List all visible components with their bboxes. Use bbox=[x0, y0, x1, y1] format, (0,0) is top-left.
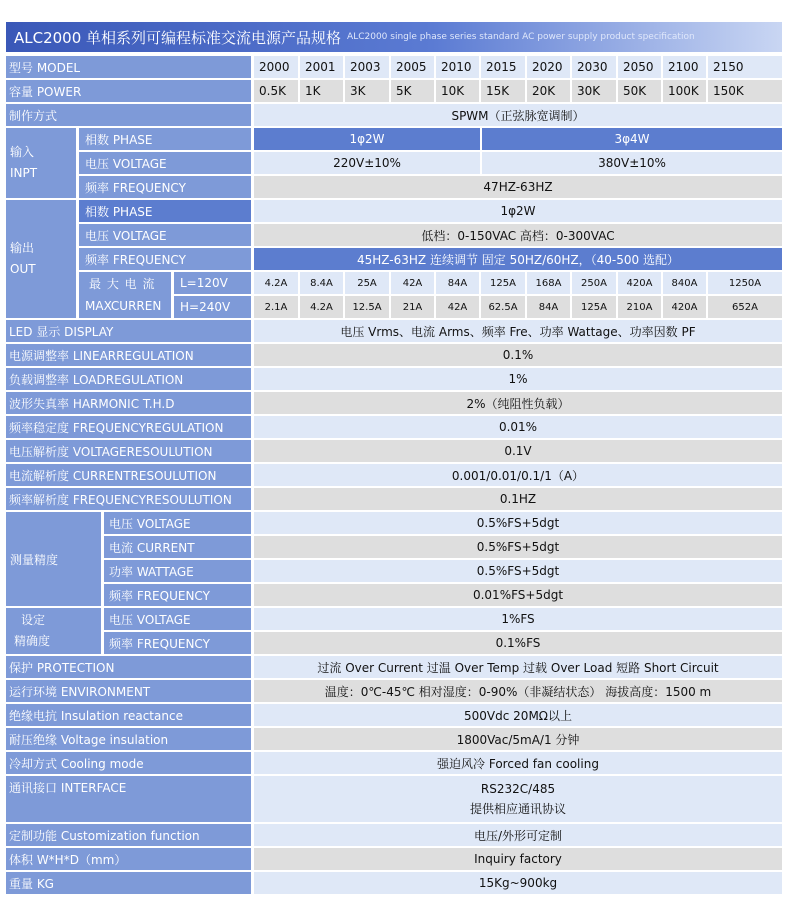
input-voltage-three: 380V±10% bbox=[482, 152, 782, 174]
power-label: 容量 POWER bbox=[6, 80, 251, 102]
model-value: 2003 bbox=[345, 56, 389, 78]
interface-line-2: 提供相应通讯协议 bbox=[469, 802, 566, 816]
measure-row bbox=[6, 536, 782, 558]
spec-value: Inquiry factory bbox=[254, 848, 782, 870]
current-h-value: 210A bbox=[618, 296, 661, 318]
current-l-value: 125A bbox=[481, 272, 525, 294]
measure-label: 频率 FREQUENCY bbox=[104, 584, 251, 606]
power-value: 150K bbox=[708, 80, 782, 102]
input-phase-label: 相数 PHASE bbox=[79, 128, 251, 150]
page-subtitle: ALC2000 single phase series standard AC power supply product specification bbox=[347, 32, 695, 42]
output-frequency-label: 频率 FREQUENCY bbox=[79, 248, 251, 270]
title-bar bbox=[6, 22, 782, 52]
input-phase-single: 1φ2W bbox=[254, 128, 480, 150]
current-h-value: 4.2A bbox=[300, 296, 343, 318]
input-voltage-label: 电压 VOLTAGE bbox=[79, 152, 251, 174]
power-value: 3K bbox=[345, 80, 389, 102]
spec-value: 0.001/0.01/0.1/1（A） bbox=[254, 464, 782, 486]
current-l-value: 840A bbox=[663, 272, 706, 294]
current-h-row bbox=[6, 296, 782, 318]
setting-group-label-2: 精确度 bbox=[14, 634, 51, 648]
current-h-label: H=240V bbox=[174, 296, 251, 318]
input-voltage-single: 220V±10% bbox=[254, 152, 480, 174]
input-phase-row bbox=[6, 128, 782, 150]
max-current-label-en: MAXCURREN bbox=[85, 299, 162, 313]
spec-label: 波形失真率 HARMONIC T.H.D bbox=[6, 392, 251, 414]
spec-value: 0.1% bbox=[254, 344, 782, 366]
current-l-value: 250A bbox=[572, 272, 616, 294]
measure-row bbox=[6, 512, 782, 534]
spec-row bbox=[6, 344, 782, 366]
spec-row bbox=[6, 656, 782, 678]
spec-value: 0.1V bbox=[254, 440, 782, 462]
spec-row bbox=[6, 728, 782, 750]
spec-value: 15Kg~900kg bbox=[254, 872, 782, 894]
interface-label: 通讯接口 INTERFACE bbox=[6, 776, 251, 822]
spec-value: 电压 Vrms、电流 Arms、频率 Fre、功率 Wattage、功率因数 PF bbox=[254, 320, 782, 342]
model-value: 2020 bbox=[527, 56, 570, 78]
spec-row bbox=[6, 488, 782, 510]
model-value: 2005 bbox=[391, 56, 434, 78]
spec-row bbox=[6, 464, 782, 486]
power-value: 20K bbox=[527, 80, 570, 102]
measure-value: 0.5%FS+5dgt bbox=[254, 512, 782, 534]
setting-group-label-1: 设定 bbox=[21, 613, 46, 627]
measure-row bbox=[6, 584, 782, 606]
output-frequency-row bbox=[6, 248, 782, 270]
output-voltage-value: 低档：0-150VAC 高档：0-300VAC bbox=[254, 224, 782, 246]
spec-label: 电压解析度 VOLTAGERESOULUTION bbox=[6, 440, 251, 462]
spec-row bbox=[6, 848, 782, 870]
spec-value: 500Vdc 20MΩ以上 bbox=[254, 704, 782, 726]
interface-value bbox=[254, 776, 782, 822]
model-value: 2030 bbox=[572, 56, 616, 78]
interface-line-1: RS232C/485 bbox=[480, 782, 556, 796]
current-h-value: 2.1A bbox=[254, 296, 298, 318]
current-l-value: 8.4A bbox=[300, 272, 343, 294]
current-h-value: 84A bbox=[527, 296, 570, 318]
spec-label: 重量 KG bbox=[6, 872, 251, 894]
current-h-value: 21A bbox=[391, 296, 434, 318]
output-phase-value: 1φ2W bbox=[254, 200, 782, 222]
setting-value: 0.1%FS bbox=[254, 632, 782, 654]
spec-row bbox=[6, 704, 782, 726]
power-value: 1K bbox=[300, 80, 343, 102]
spec-label: 保护 PROTECTION bbox=[6, 656, 251, 678]
current-l-value: 42A bbox=[391, 272, 434, 294]
spec-row bbox=[6, 368, 782, 390]
measure-label: 电流 CURRENT bbox=[104, 536, 251, 558]
spec-value: 强迫风冷 Forced fan cooling bbox=[254, 752, 782, 774]
spec-label: 运行环境 ENVIRONMENT bbox=[6, 680, 251, 702]
input-group-label-en: INPT bbox=[10, 166, 38, 180]
spec-value: 2%（纯阻性负载） bbox=[254, 392, 782, 414]
current-h-value: 652A bbox=[708, 296, 782, 318]
max-current-label-cn: 最 大 电 流 bbox=[89, 277, 156, 291]
method-label: 制作方式 bbox=[6, 104, 251, 126]
output-phase-label: 相数 PHASE bbox=[79, 200, 251, 222]
output-group-label-cn: 输出 bbox=[10, 241, 35, 255]
spec-label: 体积 W*H*D（mm） bbox=[6, 848, 251, 870]
spec-value: 1% bbox=[254, 368, 782, 390]
output-voltage-row bbox=[6, 224, 782, 246]
method-value: SPWM（正弦脉宽调制） bbox=[254, 104, 782, 126]
spec-row bbox=[6, 416, 782, 438]
model-value: 2000 bbox=[254, 56, 298, 78]
spec-label: 电流解析度 CURRENTRESOULUTION bbox=[6, 464, 251, 486]
spec-label: 冷却方式 Cooling mode bbox=[6, 752, 251, 774]
method-row bbox=[6, 104, 782, 126]
page-title: ALC2000 单相系列可编程标准交流电源产品规格 bbox=[14, 28, 342, 47]
spec-row bbox=[6, 392, 782, 414]
input-frequency-label: 频率 FREQUENCY bbox=[79, 176, 251, 198]
output-group-label-en: OUT bbox=[10, 262, 36, 276]
spec-label: 绝缘电抗 Insulation reactance bbox=[6, 704, 251, 726]
power-value: 0.5K bbox=[254, 80, 298, 102]
spec-row bbox=[6, 680, 782, 702]
spec-row bbox=[6, 872, 782, 894]
model-value: 2150 bbox=[708, 56, 782, 78]
current-h-value: 12.5A bbox=[345, 296, 389, 318]
input-frequency-value: 47HZ-63HZ bbox=[254, 176, 782, 198]
spec-label: LED 显示 DISPLAY bbox=[6, 320, 251, 342]
model-value: 2100 bbox=[663, 56, 706, 78]
spec-row bbox=[6, 320, 782, 342]
spec-label: 耐压绝缘 Voltage insulation bbox=[6, 728, 251, 750]
spec-label: 频率稳定度 FREQUENCYREGULATION bbox=[6, 416, 251, 438]
input-frequency-row bbox=[6, 176, 782, 198]
power-row bbox=[6, 80, 782, 102]
current-l-label: L=120V bbox=[174, 272, 251, 294]
current-h-value: 62.5A bbox=[481, 296, 525, 318]
model-value: 2015 bbox=[481, 56, 525, 78]
spec-label: 负载调整率 LOADREGULATION bbox=[6, 368, 251, 390]
spec-value: 0.1HZ bbox=[254, 488, 782, 510]
spec-label: 频率解析度 FREQUENCYRESOULUTION bbox=[6, 488, 251, 510]
spec-value: 0.01% bbox=[254, 416, 782, 438]
spec-value: 1800Vac/5mA/1 分钟 bbox=[254, 728, 782, 750]
current-l-value: 168A bbox=[527, 272, 570, 294]
current-h-value: 125A bbox=[572, 296, 616, 318]
model-row bbox=[6, 56, 782, 78]
measure-label: 电压 VOLTAGE bbox=[104, 512, 251, 534]
model-value: 2010 bbox=[436, 56, 479, 78]
measure-row bbox=[6, 560, 782, 582]
input-group-label-cn: 输入 bbox=[10, 145, 35, 159]
power-value: 100K bbox=[663, 80, 706, 102]
output-frequency-value: 45HZ-63HZ 连续调节 固定 50HZ/60HZ，（40-500 选配） bbox=[254, 248, 782, 270]
measure-value: 0.01%FS+5dgt bbox=[254, 584, 782, 606]
spec-label: 电源调整率 LINEARREGULATION bbox=[6, 344, 251, 366]
model-value: 2050 bbox=[618, 56, 661, 78]
power-value: 15K bbox=[481, 80, 525, 102]
setting-label: 频率 FREQUENCY bbox=[104, 632, 251, 654]
current-l-value: 84A bbox=[436, 272, 479, 294]
interface-row bbox=[6, 776, 782, 822]
spec-row bbox=[6, 752, 782, 774]
measure-value: 0.5%FS+5dgt bbox=[254, 536, 782, 558]
measure-group-text: 测量精度 bbox=[10, 552, 59, 567]
current-h-value: 420A bbox=[663, 296, 706, 318]
setting-value: 1%FS bbox=[254, 608, 782, 630]
output-phase-row bbox=[6, 200, 782, 222]
spec-row bbox=[6, 440, 782, 462]
power-value: 30K bbox=[572, 80, 616, 102]
model-label: 型号 MODEL bbox=[6, 56, 251, 78]
current-l-value: 25A bbox=[345, 272, 389, 294]
measure-label: 功率 WATTAGE bbox=[104, 560, 251, 582]
current-h-value: 42A bbox=[436, 296, 479, 318]
current-l-value: 420A bbox=[618, 272, 661, 294]
power-value: 50K bbox=[618, 80, 661, 102]
setting-row bbox=[6, 608, 782, 630]
setting-label: 电压 VOLTAGE bbox=[104, 608, 251, 630]
current-l-value: 1250A bbox=[708, 272, 782, 294]
power-value: 5K bbox=[391, 80, 434, 102]
spec-value: 温度：0℃-45℃ 相对湿度：0-90%（非凝结状态） 海拔高度：1500 m bbox=[254, 680, 782, 702]
input-voltage-row bbox=[6, 152, 782, 174]
setting-row bbox=[6, 632, 782, 654]
spec-row bbox=[6, 824, 782, 846]
output-voltage-label: 电压 VOLTAGE bbox=[79, 224, 251, 246]
current-l-value: 4.2A bbox=[254, 272, 298, 294]
spec-value: 过流 Over Current 过温 Over Temp 过载 Over Load 短路 Short Circuit bbox=[254, 656, 782, 678]
input-phase-three: 3φ4W bbox=[482, 128, 782, 150]
model-value: 2001 bbox=[300, 56, 343, 78]
spec-label: 定制功能 Customization function bbox=[6, 824, 251, 846]
power-value: 10K bbox=[436, 80, 479, 102]
spec-value: 电压/外形可定制 bbox=[254, 824, 782, 846]
measure-value: 0.5%FS+5dgt bbox=[254, 560, 782, 582]
current-l-row bbox=[6, 272, 782, 294]
